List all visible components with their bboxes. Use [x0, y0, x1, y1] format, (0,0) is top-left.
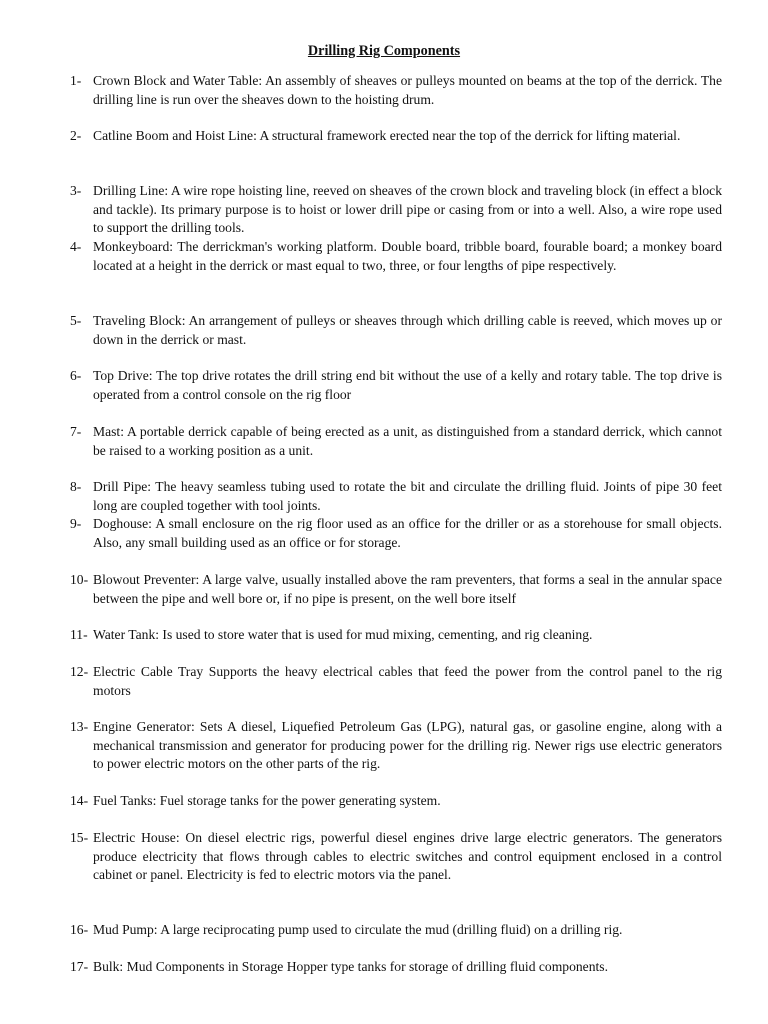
- item-text: Engine Generator: Sets A diesel, Liquefied Petroleum Gas (LPG), natural gas, or gasoline engine, along with a mechanical transmission and generator for producing power for the drilling rig. Newer rigs use electric generators to power electric motors on the other parts of the rig.: [93, 719, 722, 771]
- item-text: Traveling Block: An arrangement of pulleys or sheaves through which drilling cable is reeved, which moves up or down in the derrick or mast.: [93, 313, 722, 347]
- list-item: [70, 127, 722, 146]
- list-item: [70, 829, 722, 885]
- item-number: 5-: [70, 313, 82, 328]
- list-item: [70, 921, 722, 940]
- list-item: [70, 718, 722, 774]
- list-item: [70, 312, 722, 349]
- item-number: 10-: [70, 572, 89, 587]
- list-item: [70, 958, 722, 977]
- item-text: Drilling Line: A wire rope hoisting line, reeved on sheaves of the crown block and traveling block (in effect a block and tackle). Its primary purpose is to hoist or lower drill pipe or casing from or into a well. Also, a wire rope used to support the drilling tools.: [93, 183, 722, 235]
- item-number: 17-: [70, 959, 89, 974]
- item-number: 12-: [70, 664, 89, 679]
- item-number: 8-: [70, 479, 82, 494]
- item-text: Mast: A portable derrick capable of being erected as a unit, as distinguished from a standard derrick, which cannot be raised to a working position as a unit.: [93, 424, 722, 458]
- list-item: [70, 367, 722, 404]
- list-item: [70, 792, 722, 811]
- list-item: [70, 571, 722, 608]
- item-number: 1-: [70, 73, 82, 88]
- item-number: 16-: [70, 922, 89, 937]
- item-number: 13-: [70, 719, 89, 734]
- item-number: 15-: [70, 830, 89, 845]
- item-number: 14-: [70, 793, 89, 808]
- item-text: Top Drive: The top drive rotates the drill string end bit without the use of a kelly and rotary table. The top drive is operated from a control console on the rig floor: [93, 368, 722, 402]
- item-text: Crown Block and Water Table: An assembly of sheaves or pulleys mounted on beams at the top of the derrick. The drilling line is run over the sheaves down to the hoisting drum.: [93, 73, 722, 107]
- item-text: Mud Pump: A large reciprocating pump used to circulate the mud (drilling fluid) on a drilling rig.: [93, 922, 623, 937]
- item-number: 11-: [70, 627, 88, 642]
- item-text: Drill Pipe: The heavy seamless tubing used to rotate the bit and circulate the drilling fluid. Joints of pipe 30 feet long are coupled together with tool joints.: [93, 479, 722, 513]
- item-number: 9-: [70, 516, 82, 531]
- item-number: 6-: [70, 368, 82, 383]
- item-text: Electric House: On diesel electric rigs, powerful diesel engines drive large electric generators. The generators produce electricity that flows through cables to electric switches and control equipment enclosed in a control cabinet or panel. Electricity is fed to electric motors via the panel.: [93, 830, 722, 882]
- list-item: [70, 182, 722, 238]
- item-number: 3-: [70, 183, 82, 198]
- item-text: Monkeyboard: The derrickman's working platform. Double board, tribble board, fourable board; a monkey board located at a height in the derrick or mast equal to two, three, or four lengths of pipe respectively.: [93, 239, 722, 273]
- list-item: [70, 72, 722, 109]
- list-item: [70, 423, 722, 460]
- list-item: [70, 238, 722, 275]
- list-item: [70, 663, 722, 700]
- item-text: Water Tank: Is used to store water that is used for mud mixing, cementing, and rig cleaning.: [93, 627, 593, 642]
- item-text: Fuel Tanks: Fuel storage tanks for the power generating system.: [93, 793, 441, 808]
- item-text: Catline Boom and Hoist Line: A structural framework erected near the top of the derrick for lifting material.: [93, 128, 681, 143]
- item-number: 2-: [70, 128, 82, 143]
- list-item: [70, 478, 722, 515]
- item-text: Electric Cable Tray Supports the heavy electrical cables that feed the power from the control panel to the rig motors: [93, 664, 722, 698]
- item-number: 7-: [70, 424, 82, 439]
- page-title: Drilling Rig Components: [307, 43, 461, 59]
- item-text: Blowout Preventer: A large valve, usually installed above the ram preventers, that forms a seal in the annular space between the pipe and well bore or, if no pipe is present, on the well bore itself: [93, 572, 722, 606]
- item-text: Bulk: Mud Components in Storage Hopper type tanks for storage of drilling fluid components.: [93, 959, 608, 974]
- list-item: [70, 626, 722, 645]
- item-number: 4-: [70, 239, 82, 254]
- item-text: Doghouse: A small enclosure on the rig floor used as an office for the driller or as a storehouse for small objects. Also, any small building used as an office or for storage.: [93, 516, 722, 550]
- list-item: [70, 515, 722, 552]
